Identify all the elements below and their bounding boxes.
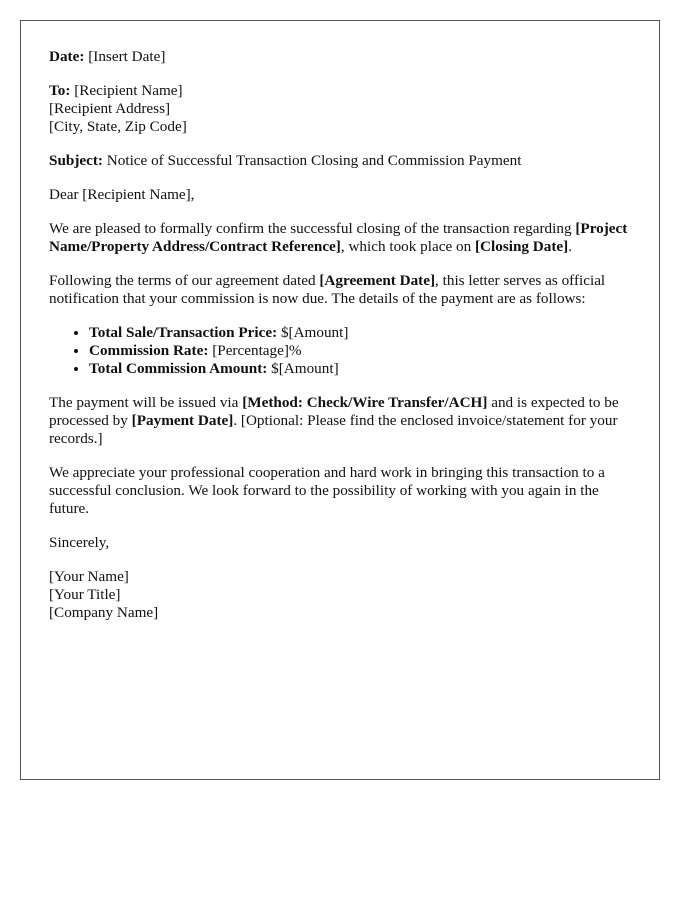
payment-method: [Method: Check/Wire Transfer/ACH] [242,394,488,411]
date-label: Date: [49,48,85,65]
date-line [49,48,631,66]
p2-text-c: , this letter serves as official notification that your commission is now due. The details of the payment are as follows: [49,272,606,307]
signature-block [49,568,631,622]
closing-date: [Closing Date] [474,238,569,255]
paragraph-agreement [49,272,631,308]
sender-name: [Your Name] [49,568,129,585]
p1-text-a: We are pleased to formally confirm the successful closing of the transaction regarding [49,220,576,237]
p1-text-c: , which took place on [340,238,475,255]
subject-line [49,152,631,170]
list-item [89,324,631,342]
commission-amount-label: Total Commission Amount: [89,360,268,377]
salutation: Dear [Recipient Name], [49,186,195,203]
recipient-block [49,82,631,136]
commission-rate-label: Commission Rate: [89,342,209,359]
recipient-city: [City, State, Zip Code] [49,118,187,135]
sender-title: [Your Title] [49,586,121,603]
p3-text-c: and is expected to be processed by [49,394,619,429]
p3-text-a: The payment will be issued via [49,394,243,411]
sale-price-label: Total Sale/Transaction Price: [89,324,278,341]
list-item [89,342,631,360]
agreement-date: [Agreement Date] [319,272,436,289]
subject-value: Notice of Successful Transaction Closing and Commission Payment [103,152,522,169]
payment-date: [Payment Date] [131,412,234,429]
recipient-name-line [49,82,631,100]
recipient-address: [Recipient Address] [49,100,171,117]
paragraph-appreciation: We appreciate your professional cooperation and hard work in bringing this transaction to a successful conclusion. We look forward to the possibility of working with you again in the future. [49,464,605,517]
subject-label: Subject: [49,152,103,169]
commission-amount-value: $[Amount] [267,360,339,377]
sale-price-value: $[Amount] [277,324,349,341]
paragraph-payment-method [49,394,631,448]
paragraph-closing-confirmation [49,220,631,256]
date-value: [Insert Date] [84,48,166,65]
commission-rate-value: [Percentage]% [208,342,302,359]
list-item [89,360,631,378]
p1-text-e: . [568,238,573,255]
recipient-name: [Recipient Name] [70,82,183,99]
letter-document [20,20,660,780]
payment-details-list [49,324,631,378]
to-label: To: [49,82,71,99]
p3-text-e: . [Optional: Please find the enclosed invoice/statement for your records.] [49,412,618,447]
project-reference: [Project Name/Property Address/Contract Reference] [49,220,628,255]
sign-off: Sincerely, [49,534,110,551]
p2-text-a: Following the terms of our agreement dated [49,272,320,289]
company-name: [Company Name] [49,604,159,621]
